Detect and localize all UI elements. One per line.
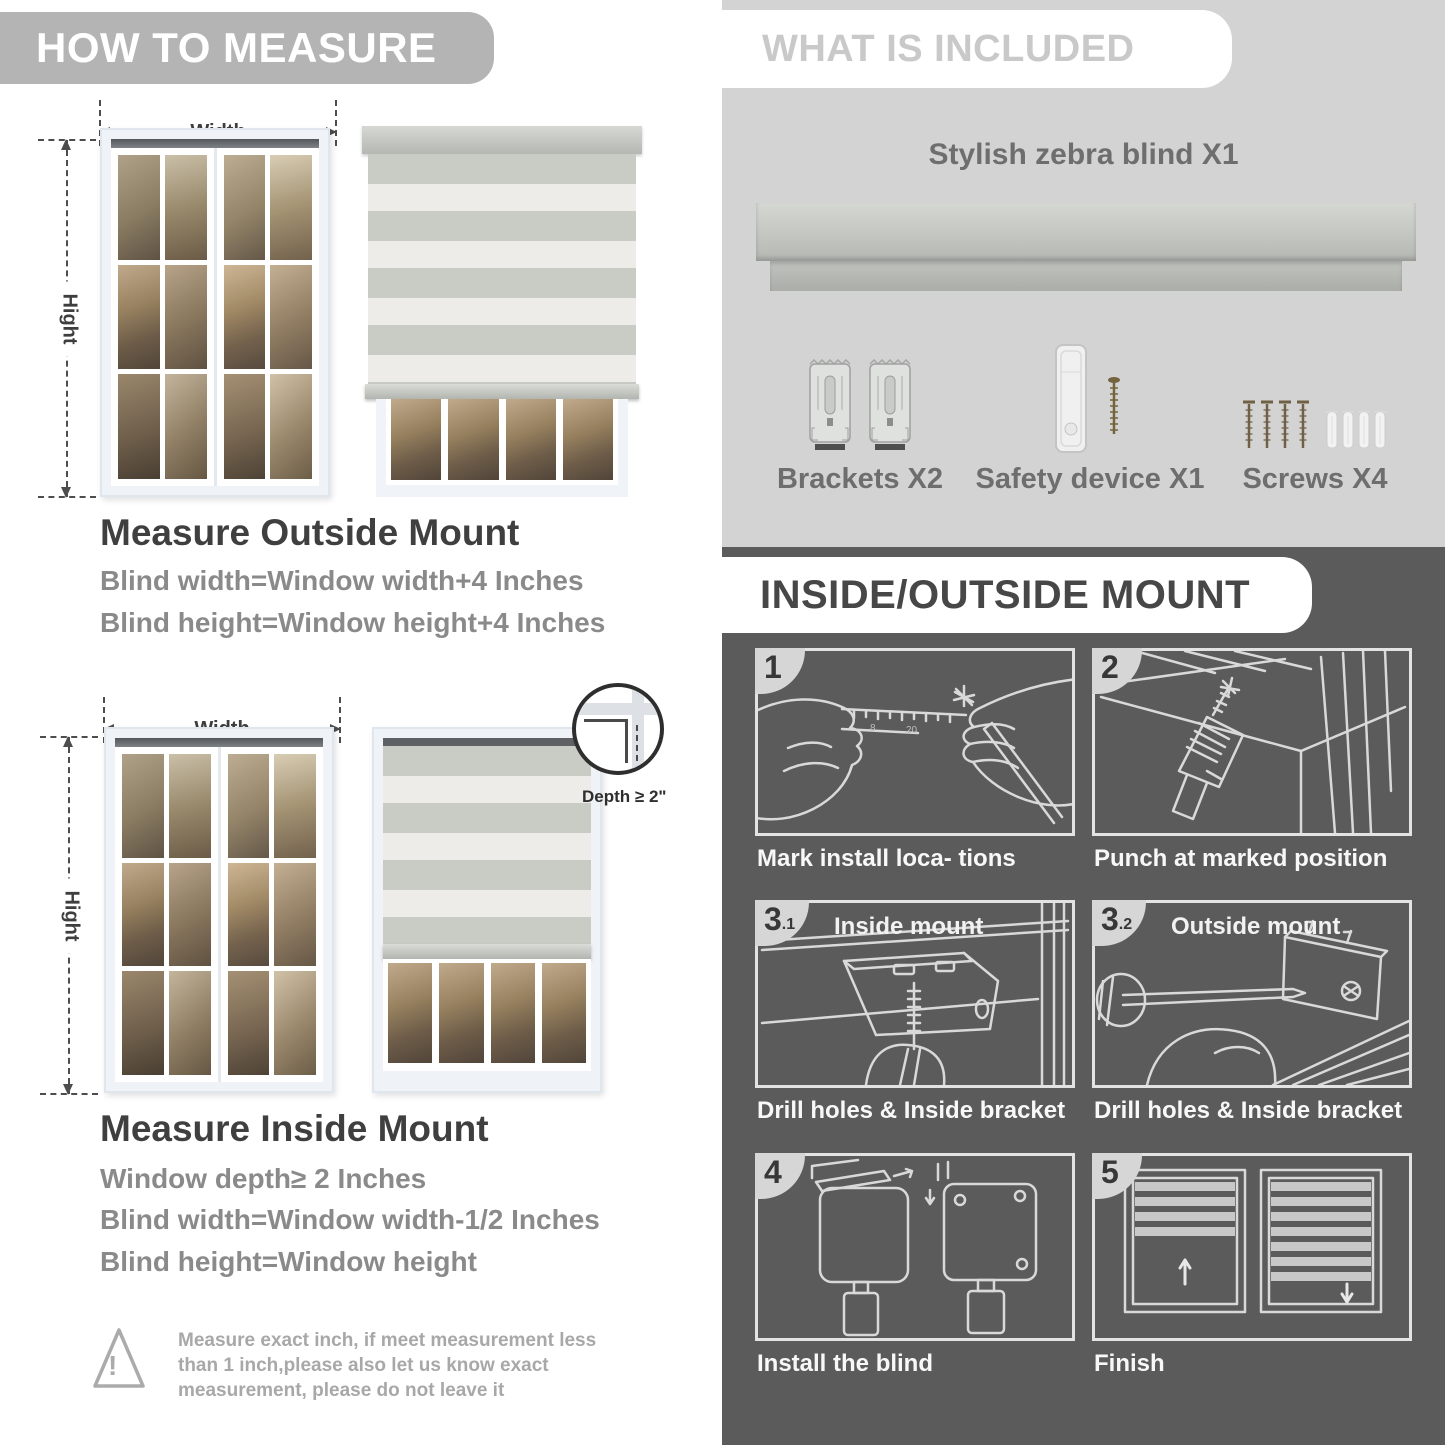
window-pane (274, 971, 316, 1075)
warning-exclamation: ! (108, 1350, 118, 1381)
window-pane (228, 971, 270, 1075)
window-pane (165, 265, 207, 370)
window-pane (169, 863, 211, 967)
measure-tick (38, 139, 96, 141)
window-below-blind (383, 959, 591, 1071)
blind-shade-stripes (368, 154, 636, 384)
inside-formula-3: Blind height=Window height (100, 1246, 477, 1277)
step-caption-1: Mark install loca- tions (757, 845, 1016, 872)
window-pane (224, 265, 266, 370)
window-sash (221, 747, 324, 1082)
step-panel-title: Inside mount (834, 913, 984, 940)
height-label: Hight (58, 878, 85, 953)
frame-corner-line (625, 719, 628, 763)
measure-tick (339, 697, 341, 743)
step-panel-3-2 (1092, 900, 1412, 1088)
blind-bottom-rail (383, 944, 591, 959)
step-badge: 4 (755, 1153, 805, 1199)
included-items-row (755, 336, 1415, 456)
step-caption-3-1: Drill holes & Inside bracket (757, 1097, 1066, 1124)
window-pane (224, 155, 266, 260)
ruler-mark: 20 (906, 725, 918, 736)
depth-label: Depth ≥ 2" (582, 787, 667, 806)
headrail-illustration-top (756, 203, 1416, 261)
window-pane (224, 374, 266, 479)
window-pane (270, 155, 312, 260)
window-pane (122, 754, 164, 858)
step-caption-3-2: Drill holes & Inside bracket (1094, 1097, 1403, 1124)
window-illustration-inside (104, 727, 334, 1093)
window-pane (391, 399, 441, 480)
frame-edge-vertical (632, 687, 644, 771)
window-pane (270, 374, 312, 479)
height-measure-inside (60, 737, 83, 1094)
window-sash (111, 148, 214, 486)
step-caption-4: Install the blind (757, 1350, 934, 1377)
inside-outside-mount-title: INSIDE/OUTSIDE MOUNT (760, 572, 1251, 617)
what-is-included-title: WHAT IS INCLUDED (762, 27, 1135, 70)
inside-formula-1: Window depth≥ 2 Inches (100, 1163, 427, 1194)
step-panel-1 (755, 648, 1075, 836)
window-pane (118, 374, 160, 479)
measure-tick (335, 100, 337, 146)
blind-top-channel (383, 738, 591, 746)
window-pane (122, 863, 164, 967)
blind-shade-stripes (383, 746, 591, 944)
window-pane (228, 754, 270, 858)
measure-outside-title: Measure Outside Mount (100, 512, 520, 553)
step-caption-5: Finish (1094, 1350, 1165, 1377)
window-pane (228, 863, 270, 967)
window-pane (169, 971, 211, 1075)
step-panel-4 (755, 1153, 1075, 1341)
step-panel-5 (1092, 1153, 1412, 1341)
window-pane (118, 265, 160, 370)
window-pane (270, 265, 312, 370)
zebra-blind-inside-illustration (372, 727, 602, 1093)
step-badge: 2 (1092, 648, 1142, 694)
window-pane (448, 399, 498, 480)
window-pane (491, 963, 535, 1063)
window-glazing (115, 747, 323, 1082)
outside-formula-2: Blind height=Window height+4 Inches (100, 607, 606, 638)
height-measure-outside (58, 140, 81, 497)
drill-illustration (1095, 651, 1409, 833)
screws-item (1215, 336, 1415, 456)
bracket-icon (867, 356, 913, 456)
blind-headrail (362, 126, 642, 154)
blind-bottom-rail (365, 384, 639, 399)
window-pane (506, 399, 556, 480)
measure-tick (40, 1093, 98, 1095)
step-badge: 5 (1092, 1153, 1142, 1199)
window-sash (217, 148, 320, 486)
measure-tick (38, 496, 96, 498)
window-pane (165, 155, 207, 260)
how-to-measure-header (0, 12, 494, 84)
inside-outside-mount-header (722, 557, 1312, 633)
step-badge: 3 .2 (1092, 900, 1146, 946)
window-pane (122, 971, 164, 1075)
product-title: Stylish zebra blind X1 (928, 138, 1239, 171)
step-badge: 3 .1 (755, 900, 809, 946)
step-caption-2: Punch at marked position (1094, 845, 1388, 872)
brackets-item (755, 336, 965, 456)
window-pane (439, 963, 483, 1063)
screws-icon (1235, 396, 1395, 456)
window-top-channel (115, 738, 323, 747)
step-panel-title: Outside mount (1171, 913, 1341, 940)
ruler-mark: 8 (870, 723, 876, 734)
window-pane (563, 399, 613, 480)
frame-edge-horizontal (576, 703, 660, 715)
zebra-blind-outside-illustration (362, 126, 642, 497)
depth-callout-circle (572, 683, 664, 775)
window-sash (115, 747, 218, 1082)
frame-corner-line (584, 719, 628, 722)
window-glazing (111, 148, 319, 486)
window-below-blind (376, 399, 628, 497)
install-blind-illustration (758, 1156, 1072, 1338)
height-label: Hight (56, 281, 83, 356)
headrail-illustration-bottom (770, 261, 1402, 291)
screws-label: Screws X4 (1242, 463, 1388, 495)
safety-device-item (965, 336, 1215, 456)
how-to-measure-title: HOW TO MEASURE (36, 24, 437, 71)
measure-inside-title: Measure Inside Mount (100, 1108, 489, 1149)
finish-illustration (1095, 1156, 1409, 1338)
step-badge: 1 (755, 648, 805, 694)
step-panel-3-1 (755, 900, 1075, 1088)
outside-formula-1: Blind width=Window width+4 Inches (100, 565, 584, 596)
window-top-channel (111, 139, 319, 148)
depth-dash (636, 725, 638, 761)
window-pane (118, 155, 160, 260)
what-is-included-header (722, 10, 1232, 88)
window-pane (274, 863, 316, 967)
warning-text: Measure exact inch, if meet measurement less than 1 inch,please also let us know exact measurement, please do not leave it (178, 1330, 597, 1401)
window-pane (165, 374, 207, 479)
warning-triangle-icon (92, 1324, 146, 1392)
bracket-icon (807, 356, 853, 456)
brackets-label: Brackets X2 (776, 463, 944, 495)
window-pane (542, 963, 586, 1063)
window-illustration-outside (100, 128, 330, 497)
window-pane (388, 963, 432, 1063)
measuring-tape-illustration (758, 651, 1072, 833)
safety-device-icon (1048, 342, 1132, 456)
safety-device-label: Safety device X1 (975, 463, 1205, 495)
window-pane (274, 754, 316, 858)
inside-formula-2: Blind width=Window width-1/2 Inches (100, 1204, 600, 1235)
measure-tick (40, 736, 98, 738)
included-labels-row (755, 463, 1415, 496)
step-panel-2 (1092, 648, 1412, 836)
window-pane (169, 754, 211, 858)
